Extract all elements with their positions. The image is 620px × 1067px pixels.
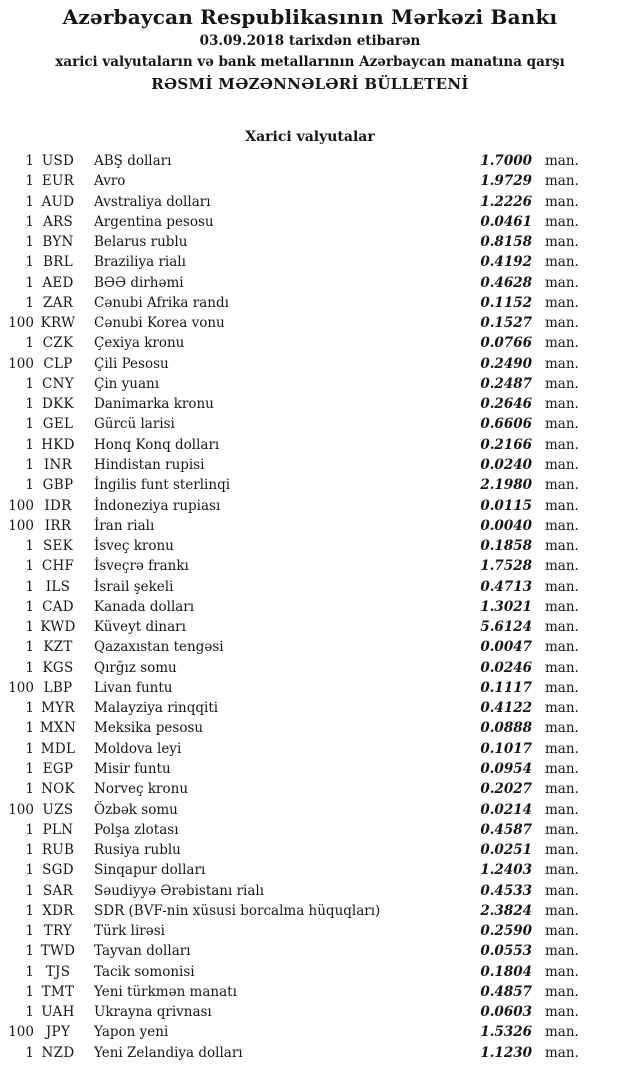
unit-label: man. bbox=[545, 558, 579, 575]
rate-value: 0.2490 bbox=[480, 355, 532, 372]
rate-value: 1.2403 bbox=[480, 862, 532, 879]
table-row bbox=[0, 1022, 620, 1042]
unit-label: man. bbox=[545, 517, 579, 534]
currency-name: İngilis funt sterlinqi bbox=[94, 477, 231, 494]
rate-value: 0.6606 bbox=[480, 416, 532, 433]
rate-value: 0.2646 bbox=[480, 396, 532, 413]
table-row bbox=[0, 273, 620, 293]
row-quantity: 100 bbox=[8, 679, 34, 696]
currency-code: LBP bbox=[43, 679, 73, 696]
table-row bbox=[0, 718, 620, 738]
table-row bbox=[0, 1002, 620, 1022]
currency-name: Tacik somonisi bbox=[94, 963, 195, 980]
row-quantity: 1 bbox=[25, 943, 34, 960]
currency-name: Cənubi Afrika randı bbox=[94, 294, 229, 311]
row-quantity: 1 bbox=[25, 153, 34, 169]
rate-value: 0.1117 bbox=[480, 679, 532, 696]
row-quantity: 1 bbox=[25, 821, 34, 838]
currency-name: Moldova leyi bbox=[94, 740, 182, 757]
currency-code: MXN bbox=[39, 720, 77, 737]
table-row bbox=[0, 455, 620, 475]
row-quantity: 1 bbox=[25, 1004, 34, 1021]
table-row bbox=[0, 192, 620, 212]
currency-code: UZS bbox=[42, 801, 74, 818]
unit-label: man. bbox=[545, 659, 579, 676]
currency-name: Meksika pesosu bbox=[94, 720, 204, 737]
currency-name: İran rialı bbox=[94, 517, 155, 534]
table-row bbox=[0, 881, 620, 901]
currency-name: Çexiya kronu bbox=[94, 335, 185, 352]
row-quantity: 1 bbox=[25, 558, 34, 575]
row-quantity: 1 bbox=[25, 173, 34, 190]
rate-value: 0.0040 bbox=[480, 517, 532, 534]
currency-code: INR bbox=[43, 456, 73, 473]
rate-value: 2.3824 bbox=[480, 902, 532, 919]
rate-value: 1.7000 bbox=[480, 153, 532, 169]
currency-name: ABŞ dolları bbox=[94, 153, 172, 169]
rate-value: 0.0888 bbox=[480, 720, 532, 737]
bulletin-title: RƏSMİ MƏZƏNNƏLƏRİ BÜLLETENİ bbox=[151, 75, 469, 93]
unit-label: man. bbox=[545, 598, 579, 615]
rate-value: 0.1152 bbox=[480, 294, 532, 311]
currency-name: Livan funtu bbox=[94, 679, 173, 696]
currency-name: Çin yuanı bbox=[94, 375, 160, 392]
currency-name: İsrail şekeli bbox=[94, 578, 174, 595]
rate-value: 0.1804 bbox=[480, 963, 532, 980]
row-quantity: 1 bbox=[25, 416, 34, 433]
rate-value: 0.4192 bbox=[480, 254, 532, 271]
rate-value: 0.2590 bbox=[480, 923, 532, 940]
currency-code: IDR bbox=[44, 497, 72, 514]
row-quantity: 1 bbox=[25, 781, 34, 798]
table-row bbox=[0, 759, 620, 779]
rate-value: 0.1527 bbox=[480, 315, 532, 332]
rate-value: 1.3021 bbox=[480, 598, 532, 615]
row-quantity: 1 bbox=[25, 983, 34, 1000]
table-row bbox=[0, 1043, 620, 1063]
unit-label: man. bbox=[545, 396, 579, 413]
section-title-foreign-currencies: Xarici valyutalar bbox=[245, 129, 375, 145]
unit-label: man. bbox=[545, 355, 579, 372]
row-quantity: 100 bbox=[8, 1024, 34, 1041]
table-row bbox=[0, 597, 620, 617]
currency-code: KZT bbox=[43, 639, 73, 656]
unit-label: man. bbox=[545, 456, 579, 473]
table-row bbox=[0, 800, 620, 820]
rate-value: 1.1230 bbox=[480, 1044, 532, 1061]
rate-value: 0.4713 bbox=[480, 578, 532, 595]
table-row bbox=[0, 820, 620, 840]
row-quantity: 1 bbox=[25, 598, 34, 615]
unit-label: man. bbox=[545, 923, 579, 940]
currency-code: SEK bbox=[42, 538, 74, 555]
row-quantity: 1 bbox=[25, 375, 34, 392]
rate-value: 0.0603 bbox=[480, 1004, 532, 1021]
row-quantity: 1 bbox=[25, 254, 34, 271]
rate-value: 1.9729 bbox=[480, 173, 532, 190]
table-row bbox=[0, 779, 620, 799]
table-row bbox=[0, 151, 620, 171]
table-row bbox=[0, 901, 620, 921]
table-row bbox=[0, 293, 620, 313]
currency-name: Honq Konq dolları bbox=[94, 436, 220, 453]
table-row bbox=[0, 962, 620, 982]
row-quantity: 100 bbox=[8, 315, 34, 332]
row-quantity: 100 bbox=[8, 517, 34, 534]
row-quantity: 1 bbox=[25, 213, 34, 230]
row-quantity: 100 bbox=[8, 801, 34, 818]
unit-label: man. bbox=[545, 639, 579, 656]
rate-value: 0.0766 bbox=[480, 335, 532, 352]
currency-code: BRL bbox=[43, 254, 73, 271]
currency-name: Norveç kronu bbox=[94, 781, 189, 798]
row-quantity: 1 bbox=[25, 700, 34, 717]
rate-value: 5.6124 bbox=[480, 619, 532, 636]
table-row bbox=[0, 212, 620, 232]
unit-label: man. bbox=[545, 538, 579, 555]
currency-code: KWD bbox=[40, 619, 76, 636]
row-quantity: 1 bbox=[25, 335, 34, 352]
currency-code: SGD bbox=[42, 862, 74, 879]
subtitle-line: xarici valyutaların və bank metallarının Azərbaycan manatına qarşı bbox=[55, 54, 565, 70]
unit-label: man. bbox=[545, 1004, 579, 1021]
unit-label: man. bbox=[545, 254, 579, 271]
currency-code: JPY bbox=[45, 1024, 71, 1041]
currency-code: ILS bbox=[45, 578, 71, 595]
table-row bbox=[0, 556, 620, 576]
unit-label: man. bbox=[545, 700, 579, 717]
currency-name: Çili Pesosu bbox=[94, 355, 169, 372]
row-quantity: 1 bbox=[25, 477, 34, 494]
row-quantity: 100 bbox=[8, 497, 34, 514]
unit-label: man. bbox=[545, 234, 579, 251]
rate-value: 0.0240 bbox=[480, 456, 532, 473]
currency-name: Səudiyyə Ərəbistanı rialı bbox=[94, 882, 265, 899]
rate-value: 1.7528 bbox=[480, 558, 532, 575]
currency-code: CAD bbox=[42, 598, 74, 615]
row-quantity: 1 bbox=[25, 902, 34, 919]
currency-name: SDR (BVF-nin xüsusi borcalma hüquqları) bbox=[94, 902, 381, 919]
currency-code: CLP bbox=[43, 355, 73, 372]
currency-code: GEL bbox=[42, 416, 74, 433]
unit-label: man. bbox=[545, 416, 579, 433]
currency-name: İsveç kronu bbox=[94, 538, 174, 555]
rate-value: 0.4587 bbox=[480, 821, 532, 838]
unit-label: man. bbox=[545, 294, 579, 311]
rate-value: 0.1017 bbox=[480, 740, 532, 757]
table-row bbox=[0, 435, 620, 455]
currency-code: EGP bbox=[42, 760, 74, 777]
unit-label: man. bbox=[545, 477, 579, 494]
rate-value: 0.2166 bbox=[480, 436, 532, 453]
unit-label: man. bbox=[545, 193, 579, 210]
table-row bbox=[0, 516, 620, 536]
unit-label: man. bbox=[545, 153, 579, 169]
row-quantity: 1 bbox=[25, 619, 34, 636]
unit-label: man. bbox=[545, 274, 579, 291]
row-quantity: 1 bbox=[25, 842, 34, 859]
rate-value: 1.5326 bbox=[480, 1024, 532, 1041]
currency-name: Cənubi Korea vonu bbox=[94, 315, 225, 332]
currency-name: Küveyt dinarı bbox=[94, 619, 186, 636]
currency-name: Danimarka kronu bbox=[94, 396, 214, 413]
currency-name: İsveçrə frankı bbox=[94, 558, 189, 575]
currency-code: HKD bbox=[41, 436, 75, 453]
table-row bbox=[0, 232, 620, 252]
table-row bbox=[0, 374, 620, 394]
currency-name: BƏƏ dirhəmi bbox=[94, 274, 184, 291]
unit-label: man. bbox=[545, 821, 579, 838]
table-row bbox=[0, 496, 620, 516]
row-quantity: 1 bbox=[25, 923, 34, 940]
currency-code: CHF bbox=[41, 558, 75, 575]
currency-code: MYR bbox=[41, 700, 75, 717]
currency-code: SAR bbox=[42, 882, 74, 899]
table-row bbox=[0, 171, 620, 191]
currency-name: Özbək somu bbox=[94, 801, 178, 818]
currency-code: XDR bbox=[42, 902, 74, 919]
currency-code: CNY bbox=[42, 375, 74, 392]
table-row bbox=[0, 536, 620, 556]
currency-name: Hindistan rupisi bbox=[94, 456, 205, 473]
row-quantity: 1 bbox=[25, 396, 34, 413]
unit-label: man. bbox=[545, 842, 579, 859]
unit-label: man. bbox=[545, 335, 579, 352]
currency-name: Yapon yeni bbox=[94, 1024, 169, 1041]
unit-label: man. bbox=[545, 760, 579, 777]
row-quantity: 1 bbox=[25, 659, 34, 676]
currency-code: PLN bbox=[42, 821, 74, 838]
currency-code: TRY bbox=[43, 923, 73, 940]
row-quantity: 1 bbox=[25, 740, 34, 757]
currency-name: Polşa zlotası bbox=[94, 821, 179, 838]
currency-code: NZD bbox=[41, 1044, 75, 1061]
rates-table bbox=[0, 151, 620, 1063]
currency-name: Sinqapur dolları bbox=[94, 862, 206, 879]
currency-code: CZK bbox=[42, 335, 74, 352]
currency-code: DKK bbox=[42, 396, 74, 413]
table-row bbox=[0, 313, 620, 333]
row-quantity: 1 bbox=[25, 193, 34, 210]
table-row bbox=[0, 860, 620, 880]
unit-label: man. bbox=[545, 173, 579, 190]
row-quantity: 1 bbox=[25, 578, 34, 595]
table-row bbox=[0, 333, 620, 353]
rate-value: 0.0047 bbox=[480, 639, 532, 656]
unit-label: man. bbox=[545, 943, 579, 960]
rate-value: 0.0246 bbox=[480, 659, 532, 676]
unit-label: man. bbox=[545, 578, 579, 595]
rate-value: 0.0214 bbox=[480, 801, 532, 818]
row-quantity: 1 bbox=[25, 639, 34, 656]
unit-label: man. bbox=[545, 781, 579, 798]
row-quantity: 1 bbox=[25, 862, 34, 879]
document-header bbox=[0, 4, 620, 96]
currency-code: UAH bbox=[41, 1004, 75, 1021]
rate-value: 0.4533 bbox=[480, 882, 532, 899]
rate-value: 0.2027 bbox=[480, 781, 532, 798]
rate-value: 0.0954 bbox=[480, 760, 532, 777]
unit-label: man. bbox=[545, 720, 579, 737]
table-row bbox=[0, 698, 620, 718]
currency-name: İndoneziya rupiası bbox=[94, 497, 221, 514]
table-row bbox=[0, 637, 620, 657]
rate-value: 0.0461 bbox=[480, 213, 532, 230]
unit-label: man. bbox=[545, 497, 579, 514]
currency-code: ZAR bbox=[42, 294, 74, 311]
currency-name: Qırğız somu bbox=[94, 659, 177, 676]
table-row bbox=[0, 475, 620, 495]
currency-code: KRW bbox=[40, 315, 76, 332]
currency-code: TWD bbox=[40, 943, 76, 960]
currency-code: AUD bbox=[41, 193, 75, 210]
table-row bbox=[0, 921, 620, 941]
currency-name: Kanada dolları bbox=[94, 598, 195, 615]
row-quantity: 1 bbox=[25, 538, 34, 555]
currency-name: Türk lirəsi bbox=[94, 923, 165, 940]
unit-label: man. bbox=[545, 619, 579, 636]
row-quantity: 1 bbox=[25, 456, 34, 473]
rate-value: 0.0251 bbox=[480, 842, 532, 859]
row-quantity: 1 bbox=[25, 720, 34, 737]
currency-code: AED bbox=[42, 274, 74, 291]
currency-code: BYN bbox=[42, 234, 74, 251]
unit-label: man. bbox=[545, 963, 579, 980]
currency-name: Rusiya rublu bbox=[94, 842, 181, 859]
row-quantity: 1 bbox=[25, 760, 34, 777]
table-row bbox=[0, 577, 620, 597]
table-row bbox=[0, 840, 620, 860]
row-quantity: 1 bbox=[25, 436, 34, 453]
currency-code: ARS bbox=[42, 213, 74, 230]
row-quantity: 1 bbox=[25, 1044, 34, 1061]
unit-label: man. bbox=[545, 213, 579, 230]
row-quantity: 1 bbox=[25, 882, 34, 899]
unit-label: man. bbox=[545, 801, 579, 818]
currency-name: Qazaxıstan tengəsi bbox=[94, 639, 224, 656]
rate-value: 0.4628 bbox=[480, 274, 532, 291]
table-row bbox=[0, 394, 620, 414]
currency-code: TJS bbox=[45, 963, 71, 980]
unit-label: man. bbox=[545, 862, 579, 879]
currency-name: Yeni türkmən manatı bbox=[94, 983, 237, 1000]
currency-name: Avro bbox=[94, 173, 126, 190]
currency-name: Argentina pesosu bbox=[94, 213, 214, 230]
currency-code: USD bbox=[41, 153, 75, 169]
currency-code: KGS bbox=[42, 659, 74, 676]
unit-label: man. bbox=[545, 882, 579, 899]
currency-code: RUB bbox=[41, 842, 75, 859]
table-row bbox=[0, 414, 620, 434]
rate-value: 0.1858 bbox=[480, 538, 532, 555]
unit-label: man. bbox=[545, 1024, 579, 1041]
unit-label: man. bbox=[545, 315, 579, 332]
table-row bbox=[0, 739, 620, 759]
row-quantity: 100 bbox=[8, 355, 34, 372]
currency-code: TMT bbox=[41, 983, 75, 1000]
row-quantity: 1 bbox=[25, 234, 34, 251]
unit-label: man. bbox=[545, 1044, 579, 1061]
page-title: Azərbaycan Respublikasının Mərkəzi Bankı bbox=[62, 5, 558, 29]
rate-value: 0.2487 bbox=[480, 375, 532, 392]
rate-value: 0.8158 bbox=[480, 234, 532, 251]
currency-code: IRR bbox=[44, 517, 72, 534]
table-row bbox=[0, 617, 620, 637]
rate-value: 1.2226 bbox=[480, 193, 532, 210]
unit-label: man. bbox=[545, 679, 579, 696]
currency-code: GBP bbox=[42, 477, 74, 494]
table-row bbox=[0, 354, 620, 374]
currency-name: Misir funtu bbox=[94, 760, 171, 777]
unit-label: man. bbox=[545, 902, 579, 919]
rate-value: 0.0553 bbox=[480, 943, 532, 960]
currency-name: Braziliya rialı bbox=[94, 254, 186, 271]
row-quantity: 1 bbox=[25, 294, 34, 311]
currency-name: Ukrayna qrivnası bbox=[94, 1004, 212, 1021]
table-row bbox=[0, 658, 620, 678]
unit-label: man. bbox=[545, 375, 579, 392]
table-row bbox=[0, 982, 620, 1002]
rate-value: 0.0115 bbox=[480, 497, 532, 514]
currency-code: EUR bbox=[41, 173, 75, 190]
row-quantity: 1 bbox=[25, 963, 34, 980]
currency-code: NOK bbox=[41, 781, 75, 798]
currency-name: Avstraliya dolları bbox=[94, 193, 211, 210]
rate-value: 2.1980 bbox=[480, 477, 532, 494]
unit-label: man. bbox=[545, 740, 579, 757]
rate-value: 0.4857 bbox=[480, 983, 532, 1000]
row-quantity: 1 bbox=[25, 274, 34, 291]
currency-name: Tayvan dolları bbox=[94, 943, 191, 960]
unit-label: man. bbox=[545, 436, 579, 453]
unit-label: man. bbox=[545, 983, 579, 1000]
table-row bbox=[0, 252, 620, 272]
currency-name: Malayziya rinqqiti bbox=[94, 700, 219, 717]
table-row bbox=[0, 678, 620, 698]
currency-name: Belarus rublu bbox=[94, 234, 188, 251]
currency-name: Gürcü larisi bbox=[94, 416, 175, 433]
currency-code: MDL bbox=[40, 740, 76, 757]
effective-date-line: 03.09.2018 tarixdən etibarən bbox=[199, 33, 421, 49]
rate-value: 0.4122 bbox=[480, 700, 532, 717]
table-row bbox=[0, 941, 620, 961]
currency-name: Yeni Zelandiya dolları bbox=[94, 1044, 243, 1061]
